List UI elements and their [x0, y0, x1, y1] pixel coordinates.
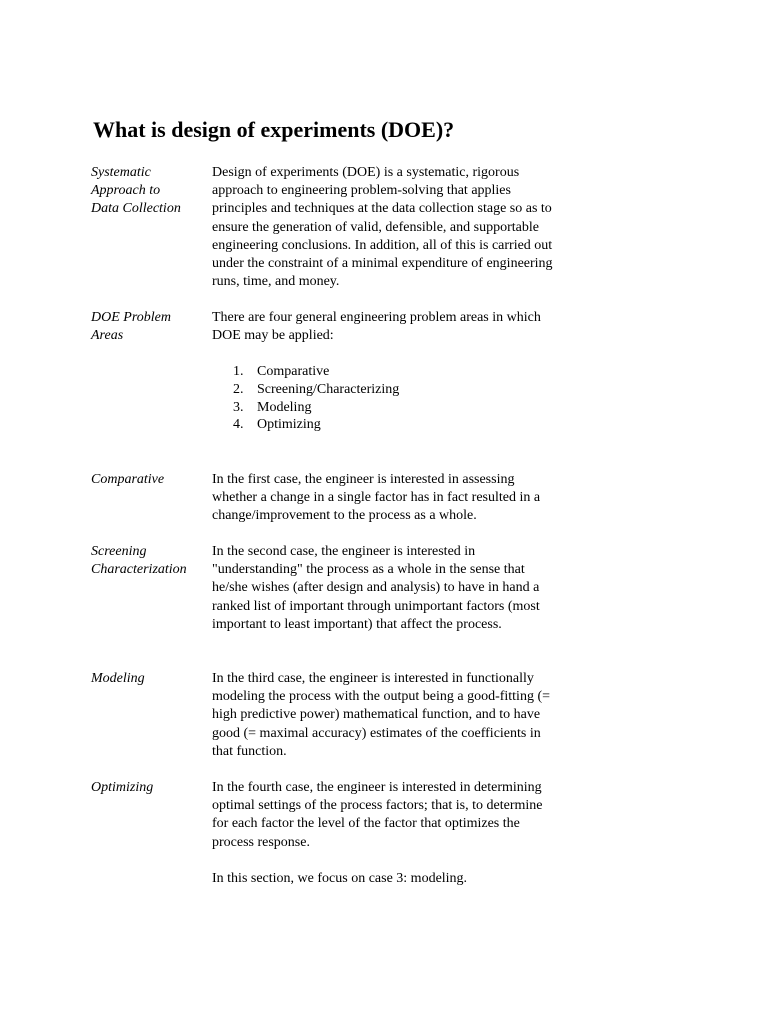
- list-item: [212, 363, 562, 381]
- section-body: [212, 164, 562, 291]
- list-text: Screening/Characterizing: [257, 382, 400, 397]
- section-label-line: Modeling: [91, 671, 145, 686]
- section-label: [91, 779, 209, 797]
- problem-areas-list: [212, 363, 562, 433]
- section-note: In this section, we focus on case 3: modeling.: [212, 870, 468, 886]
- section-body: [212, 543, 562, 634]
- section-body: [212, 309, 562, 434]
- section-label-line: Systematic: [91, 165, 151, 180]
- section-label-line: Optimizing: [91, 780, 154, 795]
- section-paragraph: Design of experiments (DOE) is a systematic, rigorous approach to engineering problem-solving that applies principles and techniques at the data collection stage so as to ensure the generation of valid, defensible, and supportable engineering conclusions. In addition, all of this is carried out under the constraint of a minimal expenditure of engineering runs, time, and money.: [212, 165, 553, 290]
- section-body: [212, 670, 562, 761]
- section-paragraph: In the first case, the engineer is interested in assessing whether a change in a single factor has in fact resulted in a change/improvement to the process as a whole.: [212, 472, 541, 524]
- section-label: [91, 164, 209, 219]
- section-label: [91, 670, 209, 688]
- section-label-line: Characterization: [91, 562, 187, 578]
- list-number: 3.: [233, 399, 244, 415]
- list-number: 1.: [233, 364, 244, 380]
- page-title: What is design of experiments (DOE)?: [93, 117, 455, 142]
- section-paragraph: In the third case, the engineer is interested in functionally modeling the process with the output being a good-fitting (= high predictive power) mathematical function, and to have good (= maximal accuracy) estimates of the coefficients in that function.: [212, 671, 551, 759]
- section-paragraph: In the fourth case, the engineer is interested in determining optimal settings of the process factors; that is, to determine for each factor the level of the factor that optimizes the process response.: [212, 780, 543, 850]
- list-item: [212, 416, 562, 434]
- list-text: Optimizing: [257, 417, 321, 433]
- section-body: [212, 471, 562, 526]
- section-paragraph: There are four general engineering problem areas in which DOE may be applied:: [212, 310, 541, 344]
- section-label-line: Screening: [91, 544, 147, 559]
- section-label: [91, 309, 209, 345]
- list-item: [212, 381, 562, 399]
- list-text: Modeling: [257, 399, 312, 415]
- list-number: 4.: [233, 417, 244, 433]
- section-label-line: Comparative: [91, 472, 165, 487]
- list-text: Comparative: [257, 364, 330, 380]
- section-label-line: DOE Problem: [91, 310, 171, 325]
- section-label: [91, 471, 209, 489]
- section-label-line: Data Collection: [91, 201, 181, 217]
- list-number: 2.: [233, 382, 244, 397]
- section-label: [91, 543, 209, 579]
- section-label-line: Areas: [91, 328, 124, 344]
- section-label-line: Approach to: [91, 183, 161, 199]
- section-body: [212, 779, 562, 888]
- list-item: [212, 399, 562, 417]
- section-paragraph: In the second case, the engineer is interested in "understanding" the process as a whole in the sense that he/she wishes (after design and analysis) to have in hand a ranked list of important through unimportant factors (most important to least important) that affect the process.: [212, 544, 540, 632]
